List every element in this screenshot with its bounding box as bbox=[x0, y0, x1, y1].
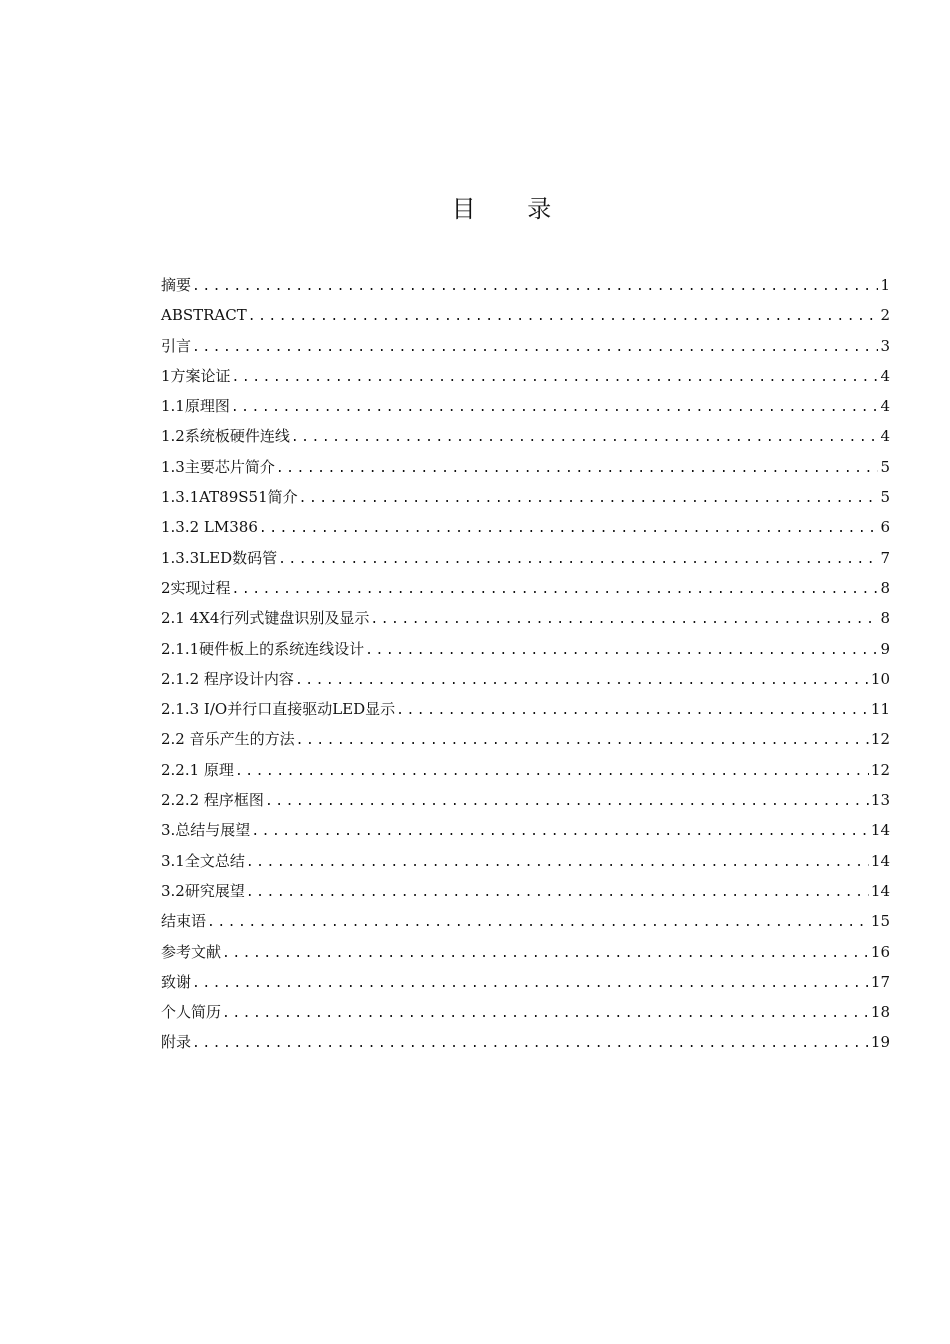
toc-leader-dots bbox=[222, 999, 869, 1029]
toc-entry-3-1[interactable] bbox=[161, 846, 890, 876]
toc-entry-page: 17 bbox=[870, 972, 890, 991]
toc-leader-dots bbox=[231, 393, 879, 423]
toc-leader-dots bbox=[248, 302, 879, 332]
toc-entry-1-3[interactable] bbox=[161, 452, 890, 482]
toc-entry-acknowledgements[interactable] bbox=[161, 967, 890, 997]
toc-entry-resume[interactable] bbox=[161, 997, 890, 1027]
toc-leader-dots bbox=[192, 1029, 869, 1059]
toc-entry-abstract-cn[interactable] bbox=[161, 270, 890, 300]
toc-entry-label: 1.3主要芯片简介 bbox=[161, 457, 275, 476]
toc-entry-label: 2.2.2 程序框图 bbox=[161, 791, 264, 810]
toc-entry-label: 个人简历 bbox=[161, 1003, 222, 1022]
toc-entry-page: 9 bbox=[880, 639, 890, 658]
toc-entry-1-3-1[interactable] bbox=[161, 482, 890, 512]
toc-entry-label: 1.3.3LED数码管 bbox=[161, 548, 278, 567]
toc-leader-dots bbox=[192, 333, 878, 363]
toc-entry-1[interactable] bbox=[161, 361, 890, 391]
toc-leader-dots bbox=[207, 908, 869, 938]
toc-entry-2-1-1[interactable] bbox=[161, 634, 890, 664]
toc-leader-dots bbox=[299, 484, 879, 514]
toc-leader-dots bbox=[276, 454, 879, 484]
toc-entry-page: 3 bbox=[880, 336, 890, 355]
toc-entry-label: 2.2.1 原理 bbox=[161, 760, 234, 779]
toc-entry-label: 3.1全文总结 bbox=[161, 851, 245, 870]
toc-leader-dots bbox=[222, 939, 869, 969]
toc-entry-2-1-2[interactable] bbox=[161, 664, 890, 694]
toc-entry-references[interactable] bbox=[161, 937, 890, 967]
toc-entry-label: ABSTRACT bbox=[161, 306, 247, 325]
toc-entry-label: 1.2系统板硬件连线 bbox=[161, 427, 290, 446]
toc-leader-dots bbox=[232, 363, 879, 393]
toc-entry-2-1-3[interactable] bbox=[161, 694, 890, 724]
toc-entry-page: 8 bbox=[880, 609, 890, 628]
toc-leader-dots bbox=[251, 817, 869, 847]
toc-entry-abstract-en[interactable] bbox=[161, 300, 890, 330]
toc-entry-label: 1.3.1AT89S51简介 bbox=[161, 488, 298, 507]
toc-entry-1-3-2[interactable] bbox=[161, 512, 890, 542]
toc-entry-page: 5 bbox=[880, 488, 890, 507]
toc-entry-page: 12 bbox=[870, 730, 890, 749]
toc-entry-label: 摘要 bbox=[161, 276, 192, 294]
toc-entry-2-2-1[interactable] bbox=[161, 755, 890, 785]
toc-leader-dots bbox=[295, 666, 869, 696]
toc-leader-dots bbox=[370, 605, 878, 635]
toc-entry-page: 7 bbox=[880, 548, 890, 567]
toc-leader-dots bbox=[278, 545, 878, 575]
toc-entry-3[interactable] bbox=[161, 815, 890, 845]
toc-entry-2-1[interactable] bbox=[161, 603, 890, 633]
toc-entry-page: 14 bbox=[870, 821, 890, 840]
toc-entry-label: 2.1.2 程序设计内容 bbox=[161, 669, 294, 688]
toc-leader-dots bbox=[365, 636, 878, 666]
toc-entry-page: 5 bbox=[880, 457, 890, 476]
toc-entry-1-1[interactable] bbox=[161, 391, 890, 421]
toc-leader-dots bbox=[192, 272, 878, 302]
toc-entry-label: 附录 bbox=[161, 1033, 192, 1052]
toc-entry-1-2[interactable] bbox=[161, 421, 890, 451]
toc-leader-dots bbox=[235, 757, 869, 787]
toc-leader-dots bbox=[232, 575, 879, 605]
toc-entry-label: 2.2 音乐产生的方法 bbox=[161, 730, 295, 749]
toc-entry-label: 1.1原理图 bbox=[161, 397, 230, 416]
toc-entry-1-3-3[interactable] bbox=[161, 543, 890, 573]
toc-entry-page: 13 bbox=[870, 791, 890, 810]
toc-entry-label: 参考文献 bbox=[161, 942, 222, 961]
toc-entry-page: 4 bbox=[880, 397, 890, 416]
toc-entry-page: 18 bbox=[870, 1003, 890, 1022]
toc-entry-2-2[interactable] bbox=[161, 724, 890, 754]
toc-leader-dots bbox=[246, 848, 869, 878]
toc-entry-page: 4 bbox=[880, 427, 890, 446]
toc-entry-label: 2.1.1硬件板上的系统连线设计 bbox=[161, 639, 365, 658]
toc-entry-label: 1.3.2 LM386 bbox=[161, 518, 258, 537]
toc-entry-2-2-2[interactable] bbox=[161, 785, 890, 815]
toc-entry-3-2[interactable] bbox=[161, 876, 890, 906]
toc-entry-label: 致谢 bbox=[161, 972, 192, 991]
toc-entry-page: 12 bbox=[870, 760, 890, 779]
toc-leader-dots bbox=[291, 423, 879, 453]
toc-entry-label: 1方案论证 bbox=[161, 366, 231, 385]
toc-entry-label: 2实现过程 bbox=[161, 578, 231, 597]
toc-leader-dots bbox=[192, 969, 869, 999]
toc-entry-label: 2.1 4X4行列式键盘识别及显示 bbox=[161, 609, 370, 628]
toc-leader-dots bbox=[296, 726, 869, 756]
toc-entry-introduction[interactable] bbox=[161, 331, 890, 361]
toc-entry-page: 19 bbox=[870, 1033, 890, 1052]
toc-entry-page: 2 bbox=[880, 306, 890, 325]
toc-leader-dots bbox=[265, 787, 869, 817]
toc-leader-dots bbox=[246, 878, 869, 908]
toc-entry-appendix[interactable] bbox=[161, 1027, 890, 1057]
toc-entry-page: 10 bbox=[870, 669, 890, 688]
page-title: 目 录 bbox=[451, 195, 574, 223]
toc-leader-dots bbox=[259, 514, 879, 544]
toc-entry-page: 4 bbox=[880, 366, 890, 385]
toc-entry-conclusion[interactable] bbox=[161, 906, 890, 936]
toc-entry-label: 结束语 bbox=[161, 912, 207, 931]
toc-leader-dots bbox=[396, 696, 869, 726]
toc-entry-label: 引言 bbox=[161, 336, 192, 355]
toc-entry-page: 15 bbox=[870, 912, 890, 931]
toc-entry-page: 6 bbox=[880, 518, 890, 537]
toc-entry-page: 14 bbox=[870, 851, 890, 870]
toc-entry-page: 11 bbox=[870, 700, 890, 719]
toc-entry-page: 8 bbox=[880, 578, 890, 597]
toc-entry-label: 3.2研究展望 bbox=[161, 881, 245, 900]
table-of-contents bbox=[161, 270, 890, 1058]
toc-entry-page: 14 bbox=[870, 881, 890, 900]
toc-entry-page: 1 bbox=[880, 276, 890, 294]
toc-entry-label: 3.总结与展望 bbox=[161, 821, 251, 840]
toc-entry-label: 2.1.3 I/O并行口直接驱动LED显示 bbox=[161, 700, 396, 719]
toc-entry-2[interactable] bbox=[161, 573, 890, 603]
toc-entry-page: 16 bbox=[870, 942, 890, 961]
